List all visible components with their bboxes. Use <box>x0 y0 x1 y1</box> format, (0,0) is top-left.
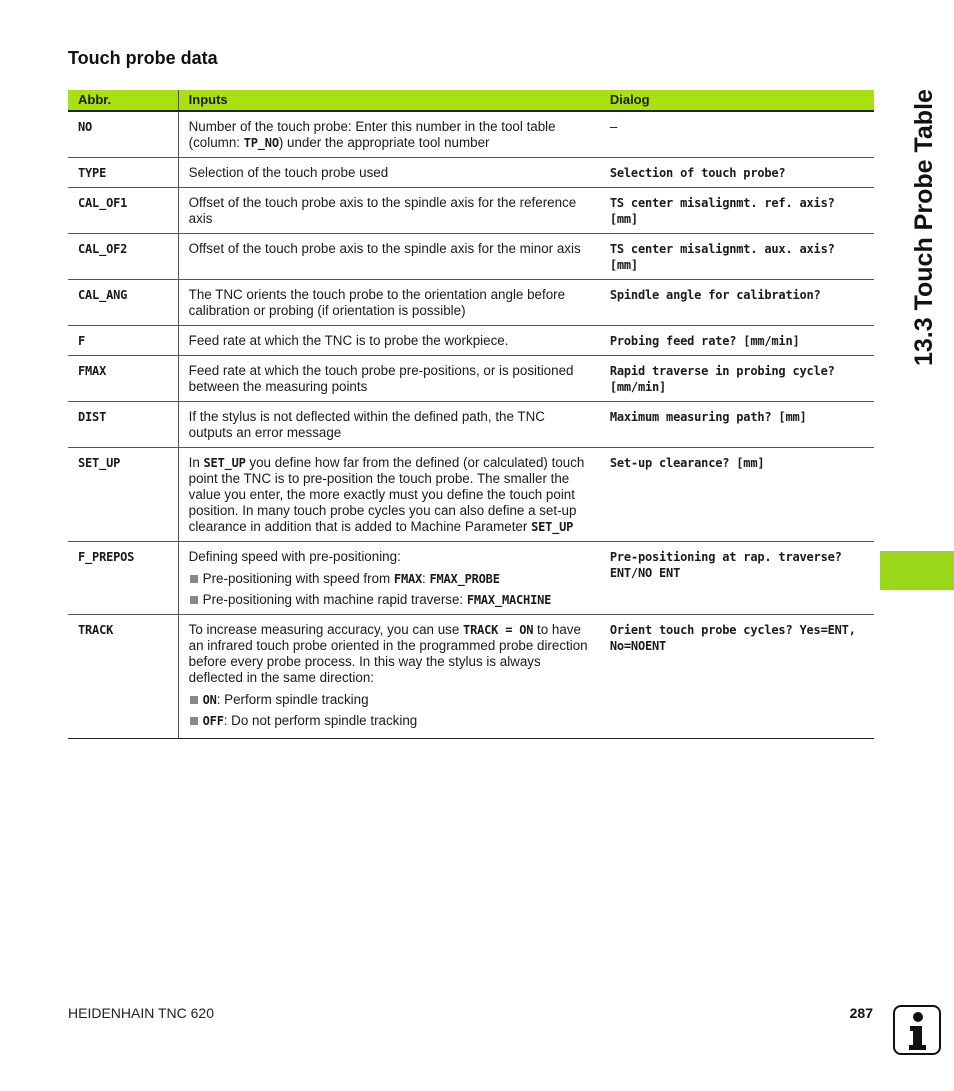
table-row <box>68 542 874 615</box>
inputs-description <box>189 455 590 535</box>
inputs-description <box>189 195 590 227</box>
chapter-tab-marker <box>880 551 954 590</box>
abbr-cell: TRACK <box>68 615 178 739</box>
abbr-cell: DIST <box>68 402 178 448</box>
text-segment: : <box>422 571 430 586</box>
square-bullet-icon <box>190 717 198 725</box>
table-row <box>68 234 874 280</box>
side-title-svg <box>890 80 950 370</box>
inputs-cell <box>178 402 600 448</box>
text-segment: Offset of the touch probe axis to the spindle axis for the minor axis <box>188 241 581 256</box>
bullet-item <box>189 571 590 587</box>
code-token: FMAX <box>393 572 423 586</box>
text-segment: Offset of the touch probe axis to the spindle axis for the reference axis <box>188 195 577 226</box>
text-segment: you define how far from the defined (or calculated) touch point the TNC is to pre-position the touch probe. The smaller the value you enter, the more exactly must you define the touch point position. In many touch probe cycles you can also define a set-up clearance in addition that is added to Machine Parameter <box>188 455 585 534</box>
table-row <box>68 326 874 356</box>
text-segment: In <box>188 455 204 470</box>
bullet-item <box>189 592 590 608</box>
inputs-description <box>189 119 590 151</box>
bullet-item <box>189 713 590 729</box>
inputs-cell <box>178 234 600 280</box>
code-token: TP_NO <box>243 136 279 150</box>
info-icon <box>893 1005 941 1055</box>
text-segment: : Do not perform spindle tracking <box>223 713 418 728</box>
inputs-cell <box>178 448 600 542</box>
abbr-cell: CAL_OF1 <box>68 188 178 234</box>
dialog-cell: Pre-positioning at rap. traverse? ENT/NO ENT <box>600 542 874 615</box>
inputs-cell <box>178 326 600 356</box>
column-header-inputs: Inputs <box>178 90 600 111</box>
table-row <box>68 356 874 402</box>
inputs-description <box>189 363 590 395</box>
text-segment: Pre-positioning with speed from <box>202 571 394 586</box>
footer-manual-name: HEIDENHAIN TNC 620 <box>68 1005 215 1021</box>
side-title-text: 13.3 Touch Probe Table <box>910 89 938 366</box>
text-segment: Feed rate at which the TNC is to probe the workpiece. <box>188 333 509 348</box>
code-token: OFF <box>202 714 224 728</box>
text-segment: The TNC orients the touch probe to the orientation angle before calibration or probing (if orientation is possible) <box>188 287 566 318</box>
text-segment: Selection of the touch probe used <box>188 165 389 180</box>
table-header-row <box>68 90 874 111</box>
chapter-side-title <box>890 80 950 370</box>
inputs-cell <box>178 280 600 326</box>
square-bullet-icon <box>190 696 198 704</box>
abbr-cell: CAL_OF2 <box>68 234 178 280</box>
dialog-cell: Set-up clearance? [mm] <box>600 448 874 542</box>
inputs-cell <box>178 615 600 739</box>
bullet-item <box>189 692 590 708</box>
table-body <box>68 111 874 739</box>
abbr-cell: F_PREPOS <box>68 542 178 615</box>
info-icon-glyph <box>895 1007 939 1053</box>
text-segment: : Perform spindle tracking <box>216 692 369 707</box>
dialog-cell: Probing feed rate? [mm/min] <box>600 326 874 356</box>
square-bullet-icon <box>190 575 198 583</box>
inputs-description <box>189 165 590 181</box>
abbr-cell: NO <box>68 111 178 158</box>
text-segment: Pre-positioning with machine rapid traverse: <box>202 592 467 607</box>
dialog-cell: Maximum measuring path? [mm] <box>600 402 874 448</box>
table-row <box>68 280 874 326</box>
table-row <box>68 615 874 739</box>
inputs-cell <box>178 158 600 188</box>
text-segment: ) under the appropriate tool number <box>278 135 490 150</box>
code-token: TRACK = ON <box>463 623 534 637</box>
inputs-cell <box>178 111 600 158</box>
dialog-cell: TS center misalignmt. ref. axis? [mm] <box>600 188 874 234</box>
abbr-cell: SET_UP <box>68 448 178 542</box>
page-number: 287 <box>849 1005 873 1021</box>
inputs-description <box>189 409 590 441</box>
abbr-cell: F <box>68 326 178 356</box>
text-segment: Number of the touch probe: Enter this number in the tool table (column: <box>188 119 556 150</box>
section-heading: Touch probe data <box>68 48 218 68</box>
abbr-cell: CAL_ANG <box>68 280 178 326</box>
code-token: SET_UP <box>203 456 246 470</box>
code-token: SET_UP <box>531 520 574 534</box>
square-bullet-icon <box>190 596 198 604</box>
inputs-cell <box>178 356 600 402</box>
inputs-description <box>189 622 590 686</box>
code-token: FMAX_PROBE <box>429 572 500 586</box>
inputs-description <box>189 333 590 349</box>
dialog-cell: Selection of touch probe? <box>600 158 874 188</box>
code-token: FMAX_MACHINE <box>466 593 552 607</box>
inputs-description <box>189 241 590 257</box>
table-row <box>68 188 874 234</box>
inputs-description <box>189 287 590 319</box>
column-header-dialog: Dialog <box>600 90 874 111</box>
inputs-description <box>189 549 590 565</box>
inputs-cell <box>178 188 600 234</box>
table-row <box>68 111 874 158</box>
text-segment: If the stylus is not deflected within the defined path, the TNC outputs an error message <box>188 409 545 440</box>
table-row <box>68 448 874 542</box>
text-segment: to have an infrared touch probe oriented in the programmed probe direction before every probe process. In this way the stylus is always deflected in the same direction: <box>188 622 588 685</box>
text-segment: Defining speed with pre-positioning: <box>188 549 401 564</box>
inputs-cell <box>178 542 600 615</box>
dialog-cell: Orient touch probe cycles? Yes=ENT, No=NOENT <box>600 615 874 739</box>
text-segment: To increase measuring accuracy, you can use <box>188 622 464 637</box>
dialog-cell: Rapid traverse in probing cycle? [mm/min] <box>600 356 874 402</box>
dialog-cell: Spindle angle for calibration? <box>600 280 874 326</box>
table-row <box>68 402 874 448</box>
table-row <box>68 158 874 188</box>
touch-probe-data-table <box>68 90 874 739</box>
dialog-cell: TS center misalignmt. aux. axis? [mm] <box>600 234 874 280</box>
column-header-abbr: Abbr. <box>68 90 178 111</box>
dialog-cell: – <box>600 111 874 158</box>
abbr-cell: TYPE <box>68 158 178 188</box>
abbr-cell: FMAX <box>68 356 178 402</box>
code-token: ON <box>202 693 217 707</box>
text-segment: Feed rate at which the touch probe pre-positions, or is positioned between the measuring points <box>188 363 574 394</box>
